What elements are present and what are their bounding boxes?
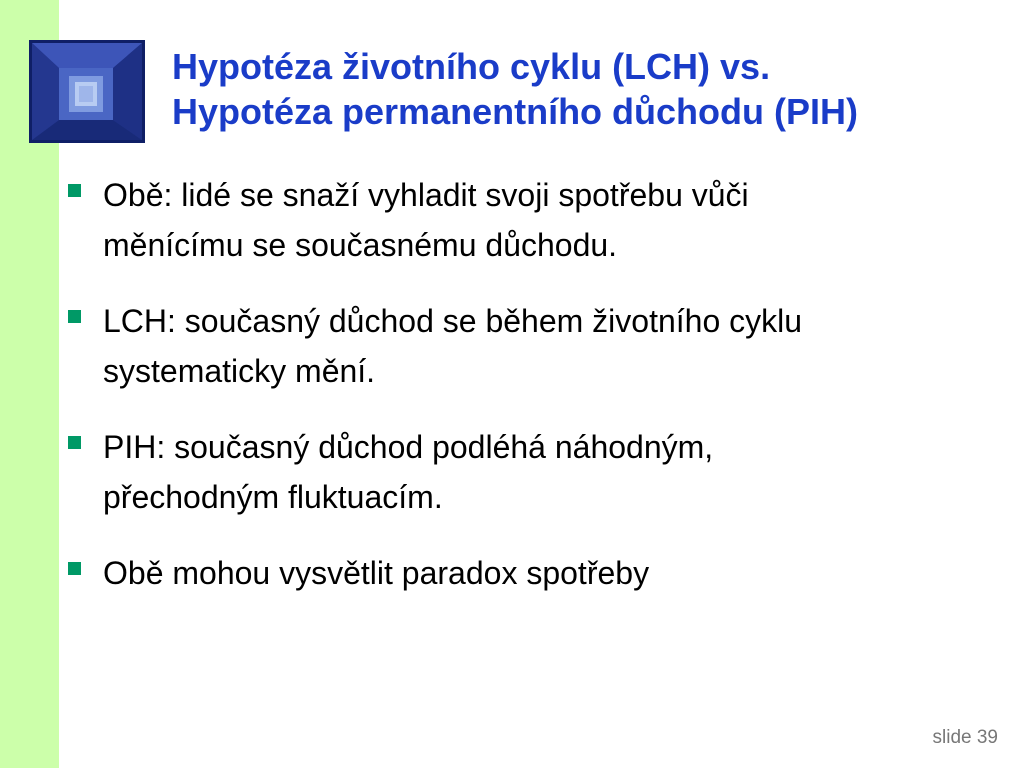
bullet-text-line: přechodným fluktuacím. — [103, 479, 443, 515]
square-bullet-icon — [68, 436, 81, 449]
bullet-item-1 — [68, 170, 1008, 270]
slide-title — [172, 44, 1002, 134]
bullet-text-line: Obě mohou vysvětlit paradox spotřeby — [103, 555, 650, 591]
square-bullet-icon — [68, 310, 81, 323]
bullet-item-3 — [68, 422, 1008, 522]
bullet-text-line: PIH: současný důchod podléhá náhodným, — [103, 429, 714, 465]
title-line-1: Hypotéza životního cyklu (LCH) vs. — [172, 46, 771, 87]
title-line-2: Hypotéza permanentního důchodu (PIH) — [172, 91, 859, 132]
square-bullet-icon — [68, 184, 81, 197]
bullet-text-line: LCH: současný důchod se během životního cyklu — [103, 303, 803, 339]
slide-number: slide 39 — [932, 727, 998, 748]
window-tunnel-icon — [29, 40, 145, 143]
bullet-text-line: měnícímu se současnému důchodu. — [103, 227, 618, 263]
square-bullet-icon — [68, 562, 81, 575]
bullet-text-line: Obě: lidé se snaží vyhladit svoji spotřebu vůči — [103, 177, 749, 213]
bullet-item-4 — [68, 548, 1008, 598]
bullet-item-2 — [68, 296, 1008, 396]
bullet-text-line: systematicky mění. — [103, 353, 376, 389]
bullet-list — [68, 170, 1008, 624]
